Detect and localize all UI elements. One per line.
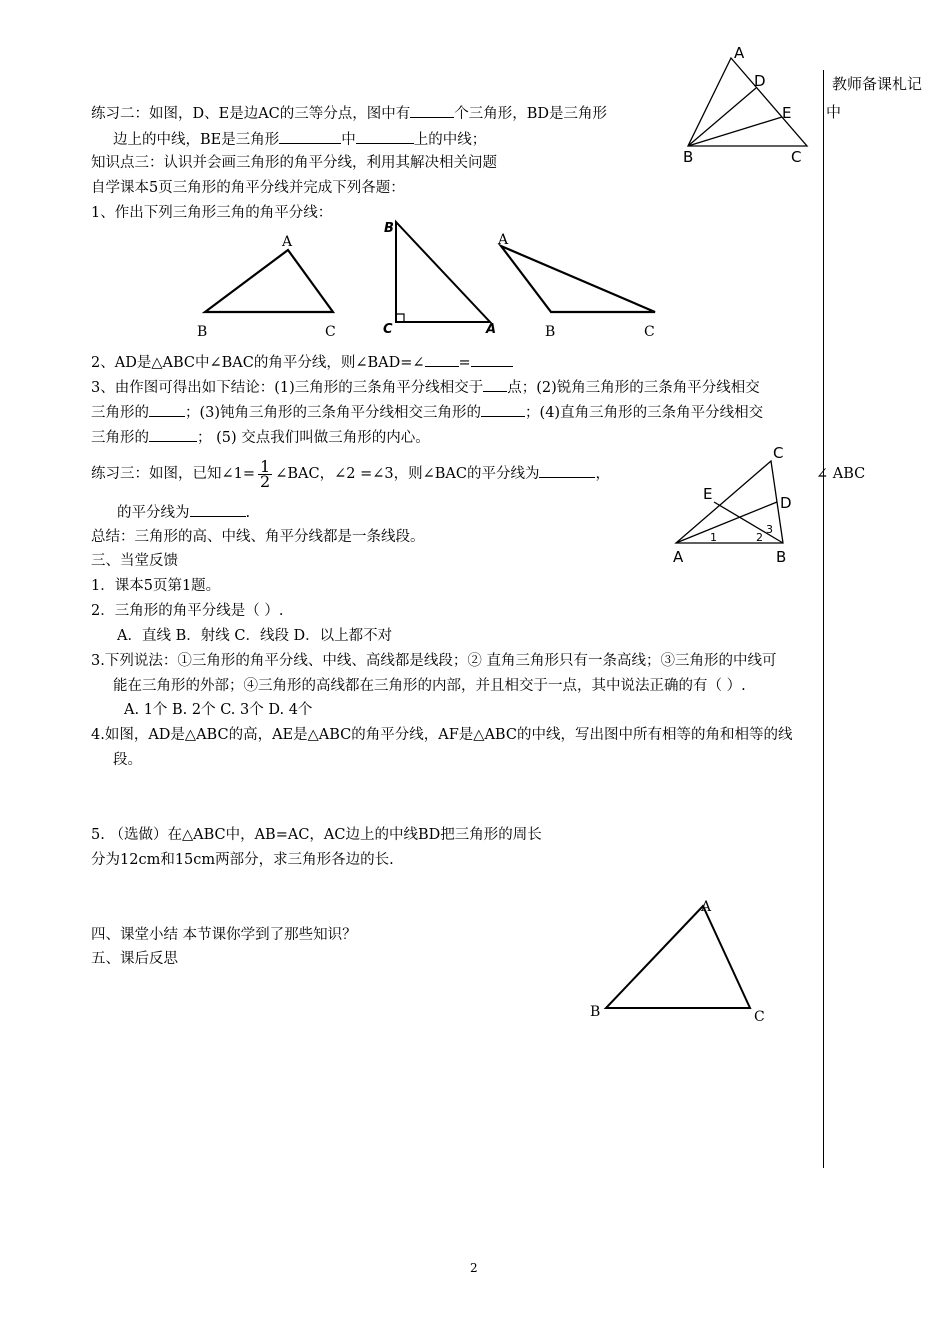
angle-2-label: 2 xyxy=(756,531,763,544)
question-3-line-1: 3、由作图可得出如下结论：(1)三角形的三条角平分线相交于 点；(2)锐角三角形的三条角平分线相交 xyxy=(91,377,760,398)
self-study-instruction: 自学课本5页三角形的角平分线并完成下列各题： xyxy=(91,180,405,196)
right-angle-mark xyxy=(396,314,404,322)
q4-triangle xyxy=(606,906,750,1008)
sidebar-title: 教师备课札记 xyxy=(832,75,923,93)
label-b: B xyxy=(384,221,394,236)
label-d: D xyxy=(780,494,792,512)
section-4-heading: 四、课堂小结 本节课你学到了那些知识？ xyxy=(91,927,357,943)
angle-3-label: 3 xyxy=(766,523,773,536)
exercise-2-line-1: 练习二：如图，D、E是边AC的三等分点，图中有 个三角形，BD是三角形 xyxy=(91,103,607,124)
figure-triangle-trisection xyxy=(688,58,807,146)
segment-bd xyxy=(688,88,756,146)
summary: 总结：三角形的高、中线、角平分线都是一条线段。 xyxy=(91,529,425,545)
feedback-3-line-2: 能在三角形的外部；④三角形的高线都在三角形的内部，并且相交于一点，其中说法正确的有（ ）. xyxy=(113,678,746,694)
section-5-heading: 五、课后反思 xyxy=(91,951,178,967)
exercise-3-line-1: 练习三：如图，已知∠1= $\frac{1}{2}$ ∠BAC，∠2 =∠3，则∠BAC的平分线为 ， xyxy=(91,456,610,491)
label-e: E xyxy=(782,104,792,122)
label-c: C xyxy=(644,324,655,340)
question-1: 1、作出下列三角形三角的角平分线： xyxy=(91,205,333,221)
label-c: C xyxy=(754,1009,765,1025)
question-2: 2、AD是△ABC中∠BAC的角平分线，则∠BAD=∠ = xyxy=(91,352,513,373)
label-b: B xyxy=(590,1004,601,1020)
question-3-line-2: 三角形的 ；(3)钝角三角形的三条角平分线相交三角形的 ；(4)直角三角形的三条角平分线相交 xyxy=(91,402,763,423)
page-number: 2 xyxy=(470,1261,478,1275)
fraction-one-half: $\frac{1}{2}$ xyxy=(260,456,271,491)
exercise-2-line-2: 边上的中线，BE是三角形 中 上的中线； xyxy=(113,129,486,150)
label-a: A xyxy=(282,234,293,250)
label-a: A xyxy=(498,232,509,248)
practice-triangle-3 xyxy=(501,246,655,312)
label-b: B xyxy=(545,324,556,340)
label-b: B xyxy=(776,548,787,566)
label-c: C xyxy=(791,148,802,166)
exercise-3-line-2: 的平分线为 . xyxy=(117,502,250,523)
label-a: A xyxy=(701,899,712,915)
practice-triangle-2 xyxy=(396,222,490,322)
angle-1-label: 1 xyxy=(710,531,717,544)
label-a: A xyxy=(734,44,745,62)
label-e: E xyxy=(703,485,713,503)
label-b: B xyxy=(197,324,208,340)
figure-top-outline xyxy=(688,58,807,146)
label-a: A xyxy=(673,548,684,566)
feedback-3-line-1: 3.下列说法：①三角形的角平分线、中线、高线都是线段；② 直角三角形只有一条高线；③三角形的中线可 xyxy=(91,653,777,669)
feedback-5-line-2: 分为12cm和15cm两部分，求三角形各边的长. xyxy=(91,852,394,868)
feedback-1: 1．课本5页第1题。 xyxy=(91,578,221,594)
feedback-4-line-2: 段。 xyxy=(113,752,142,768)
feedback-5-line-1: 5. （选做）在△ABC中，AB=AC，AC边上的中线BD把三角形的周长 xyxy=(91,827,542,843)
label-c: C xyxy=(383,322,393,337)
knowledge-point-3: 知识点三：认识并会画三角形的角平分线，利用其解决相关问题 xyxy=(91,155,497,171)
label-b: B xyxy=(683,148,694,166)
label-d: D xyxy=(754,72,766,90)
feedback-3-options: A. 1个 B. 2个 C. 3个 D. 4个 xyxy=(124,702,313,718)
section-3-heading: 三、当堂反馈 xyxy=(91,553,178,569)
segment-be xyxy=(688,117,782,146)
label-a: A xyxy=(486,322,497,337)
feedback-2-options: A．直线 B．射线 C．线段 D．以上都不对 xyxy=(117,628,393,644)
feedback-2: 2．三角形的角平分线是（ ）. xyxy=(91,603,284,619)
sidebar-title-cont: 中 xyxy=(826,103,842,121)
practice-triangle-1 xyxy=(205,250,333,312)
exercise-3-angle-abc: ∠ ABC xyxy=(816,466,866,482)
label-c: C xyxy=(773,444,784,462)
label-c: C xyxy=(325,324,336,340)
question-3-line-3: 三角形的 ； (5) 交点我们叫做三角形的内心。 xyxy=(91,427,430,448)
feedback-4-line-1: 4.如图，AD是△ABC的高，AE是△ABC的角平分线，AF是△ABC的中线，写出图中所有相等的角和相等的线 xyxy=(91,727,793,743)
